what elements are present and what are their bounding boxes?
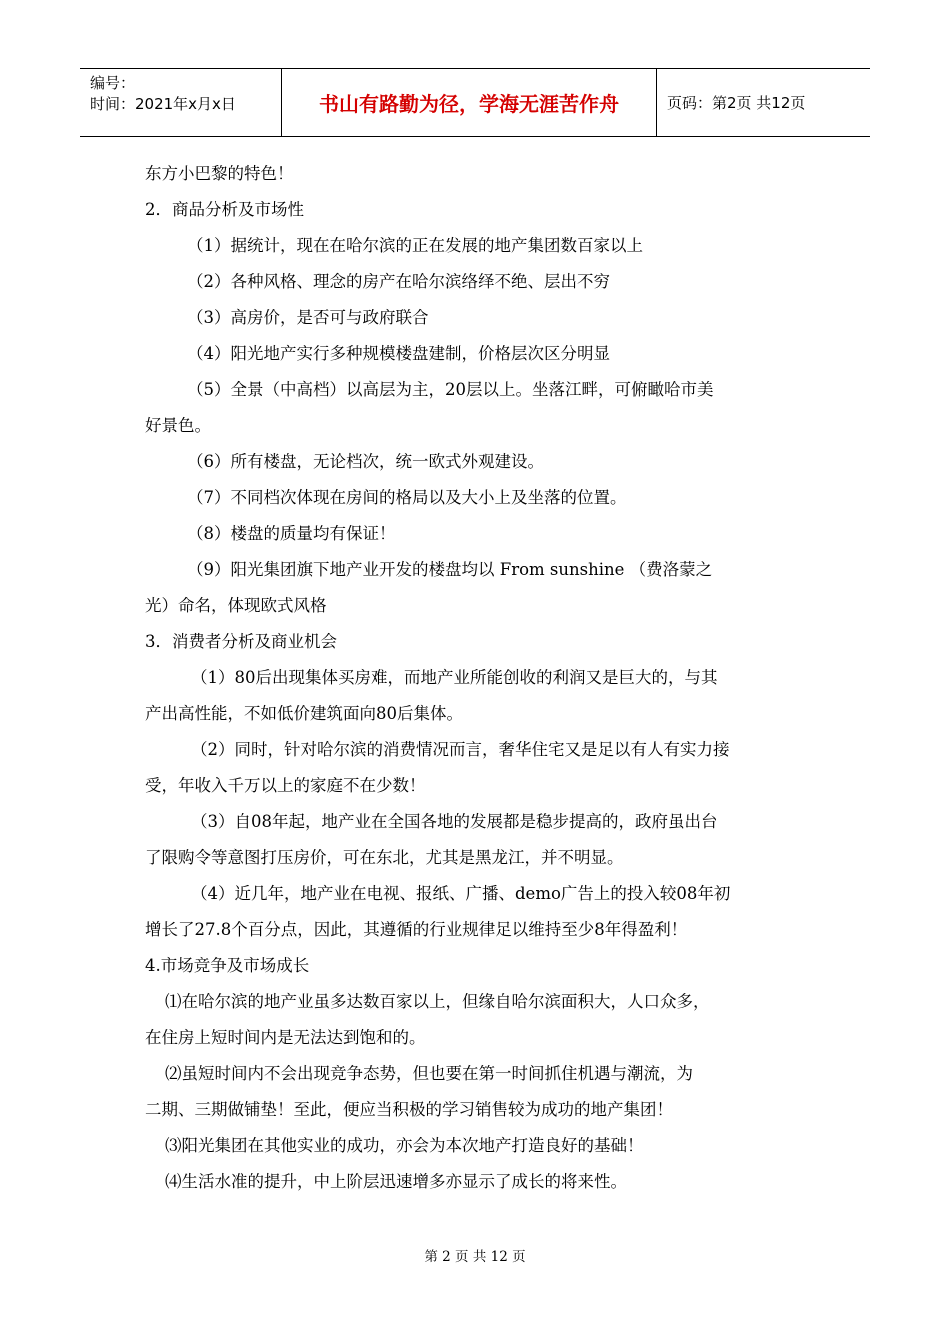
body-line: 产出高性能，不如低价建筑面向80后集体。 xyxy=(145,704,463,723)
page-info-cell xyxy=(657,69,870,136)
body-line: （1）80后出现集体买房难，而地产业所能创收的利润又是巨大的，与其 xyxy=(191,668,718,687)
body-line: ⑴在哈尔滨的地产业虽多达数百家以上，但缘自哈尔滨面积大，人口众多， xyxy=(165,992,710,1011)
body-line: （5）全景（中高档）以高层为主，20层以上。坐落江畔，可俯瞰哈市美 xyxy=(187,380,714,399)
body-line: （2）同时，针对哈尔滨的消费情况而言，奢华住宅又是足以有人有实力接 xyxy=(191,740,730,759)
motto-text: 书山有路勤为径，学海无涯苦作舟 xyxy=(319,92,619,116)
body-line: 了限购令等意图打压房价，可在东北，尤其是黑龙江，并不明显。 xyxy=(145,848,624,867)
body-line: （6）所有楼盘，无论档次，统一欧式外观建设。 xyxy=(187,452,544,471)
motto-cell xyxy=(282,69,657,136)
header-table xyxy=(80,68,870,137)
section-heading: 3．消费者分析及商业机会 xyxy=(145,632,337,651)
page-footer: 第 2 页 共 12 页 xyxy=(424,1249,526,1265)
body-line: （4）阳光地产实行多种规模楼盘建制，价格层次区分明显 xyxy=(187,344,610,363)
section-heading: 2．商品分析及市场性 xyxy=(145,200,304,219)
body-line: ⑵虽短时间内不会出现竞争态势，但也要在第一时间抓住机遇与潮流，为 xyxy=(165,1064,693,1083)
body-line: 增长了27.8个百分点，因此，其遵循的行业规律足以维持至少8年得盈利！ xyxy=(145,920,688,939)
body-line: ⑷生活水准的提升，中上阶层迅速增多亦显示了成长的将来性。 xyxy=(165,1172,627,1191)
number-label: 编号： xyxy=(90,74,136,92)
body-line: 光）命名，体现欧式风格 xyxy=(145,596,327,615)
body-line: 二期、三期做铺垫！至此，便应当积极的学习销售较为成功的地产集团！ xyxy=(145,1100,673,1119)
body-line: （8）楼盘的质量均有保证！ xyxy=(187,524,396,543)
body-line: （3）自08年起，地产业在全国各地的发展都是稳步提高的，政府虽出台 xyxy=(191,812,718,831)
section-heading: 4.市场竞争及市场成长 xyxy=(145,956,310,975)
body-line: 东方小巴黎的特色！ xyxy=(145,164,294,183)
body-line: （1）据统计，现在在哈尔滨的正在发展的地产集团数百家以上 xyxy=(187,236,643,255)
body-line: 受，年收入千万以上的家庭不在少数！ xyxy=(145,776,426,795)
body-line: （9）阳光集团旗下地产业开发的楼盘均以 From sunshine （费洛蒙之 xyxy=(187,560,713,579)
time-label: 时间：2021年x月x日 xyxy=(90,95,236,113)
body-line: 在住房上短时间内是无法达到饱和的。 xyxy=(145,1028,426,1047)
body-line: （7）不同档次体现在房间的格局以及大小上及坐落的位置。 xyxy=(187,488,627,507)
body-line: 好景色。 xyxy=(145,416,211,435)
header-meta-cell xyxy=(80,69,282,136)
body-line: （2）各种风格、理念的房产在哈尔滨络绎不绝、层出不穷 xyxy=(187,272,610,291)
body-line: ⑶阳光集团在其他实业的成功，亦会为本次地产打造良好的基础！ xyxy=(165,1136,644,1155)
page-info-text: 页码：第2页 共12页 xyxy=(667,94,806,112)
body-line: （4）近几年，地产业在电视、报纸、广播、demo广告上的投入较08年初 xyxy=(191,884,731,903)
body-line: （3）高房价，是否可与政府联合 xyxy=(187,308,429,327)
